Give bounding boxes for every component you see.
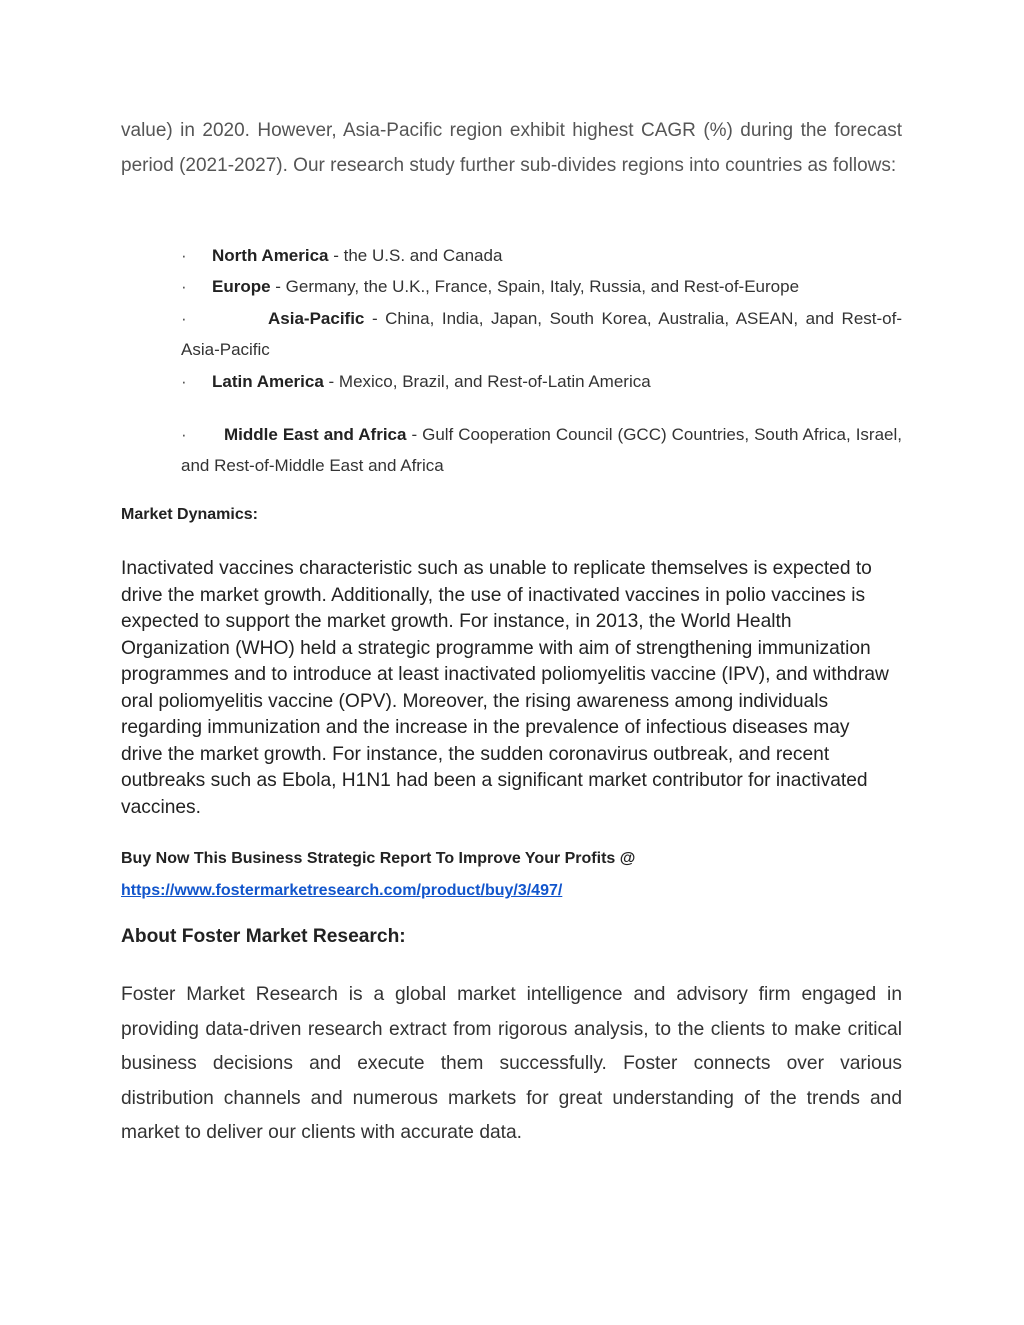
about-paragraph: Foster Market Research is a global market intelligence and advisory firm engaged in providing data-driven research extract from rigorous analysis, to the clients to make critical business decisions and execute them successfully. Foster connects over various distribution channels and numerous markets for great understanding of the trends and market to deliver our clients with accurate data. <box>121 984 902 1143</box>
bullet-dot-icon: · <box>181 246 187 265</box>
about-heading <box>121 926 406 948</box>
region-countries: - Mexico, Brazil, and Rest-of-Latin America <box>323 372 651 391</box>
list-item-asia-pacific <box>181 303 902 365</box>
region-countries: - China, India, Japan, South Korea, Australia, ASEAN, and Rest-of-Asia-Pacific <box>181 309 902 359</box>
region-name: Middle East and Africa <box>224 425 407 444</box>
bullet-dot-icon: · <box>181 372 187 391</box>
bullet-dot-icon: · <box>181 425 187 444</box>
region-countries: - Gulf Cooperation Council (GCC) Countries, South Africa, Israel, and Rest-of-Middle East and Africa <box>181 425 902 475</box>
buy-now-block <box>121 843 635 907</box>
bullet-dot-icon: · <box>181 309 187 328</box>
about-heading-text: About Foster Market Research <box>121 926 400 947</box>
buy-now-text: Buy Now This Business Strategic Report To Improve Your Profits @ <box>121 850 636 867</box>
region-name: Latin America <box>212 372 324 391</box>
market-dynamics-heading: Market Dynamics: <box>121 506 258 523</box>
region-countries: - the U.S. and Canada <box>328 246 503 265</box>
list-item-middle-east-africa <box>181 419 902 481</box>
region-name: North America <box>212 246 329 265</box>
bullet-dot-icon: · <box>181 277 187 296</box>
market-dynamics-paragraph: Inactivated vaccines characteristic such as unable to replicate themselves is expected to drive the market growth. Additionally, the use of inactivated vaccines in polio vaccines is expected to support the market growth. For instance, in 2013, the World Health Organization (WHO) held a strategic programme with aim of strengthening immunization programmes and to introduce at least inactivated poliomyelitis vaccine (IPV), and withdraw oral poliomyelitis vaccine (OPV). Moreover, the rising awareness among individuals regarding immunization and the increase in the prevalence of infectious diseases may drive the market growth. For instance, the sudden coronavirus outbreak, and recent outbreaks such as Ebola, H1N1 had been a significant market contributor for inactivated vaccines. <box>121 558 889 818</box>
list-item-europe <box>181 271 902 302</box>
list-item-latin-america <box>181 366 902 397</box>
buy-now-link[interactable]: https://www.fostermarketresearch.com/product/buy/3/497/ <box>121 882 563 899</box>
intro-paragraph: value) in 2020. However, Asia-Pacific region exhibit highest CAGR (%) during the forecast period (2021-2027). Our research study further sub-divides regions into countries as follows: <box>121 120 902 176</box>
region-name: Asia-Pacific <box>268 309 365 328</box>
region-countries: - Germany, the U.K., France, Spain, Italy, Russia, and Rest-of-Europe <box>270 277 800 296</box>
region-name: Europe <box>212 277 271 296</box>
about-heading-colon: : <box>399 926 406 947</box>
list-item-north-america <box>181 240 902 271</box>
